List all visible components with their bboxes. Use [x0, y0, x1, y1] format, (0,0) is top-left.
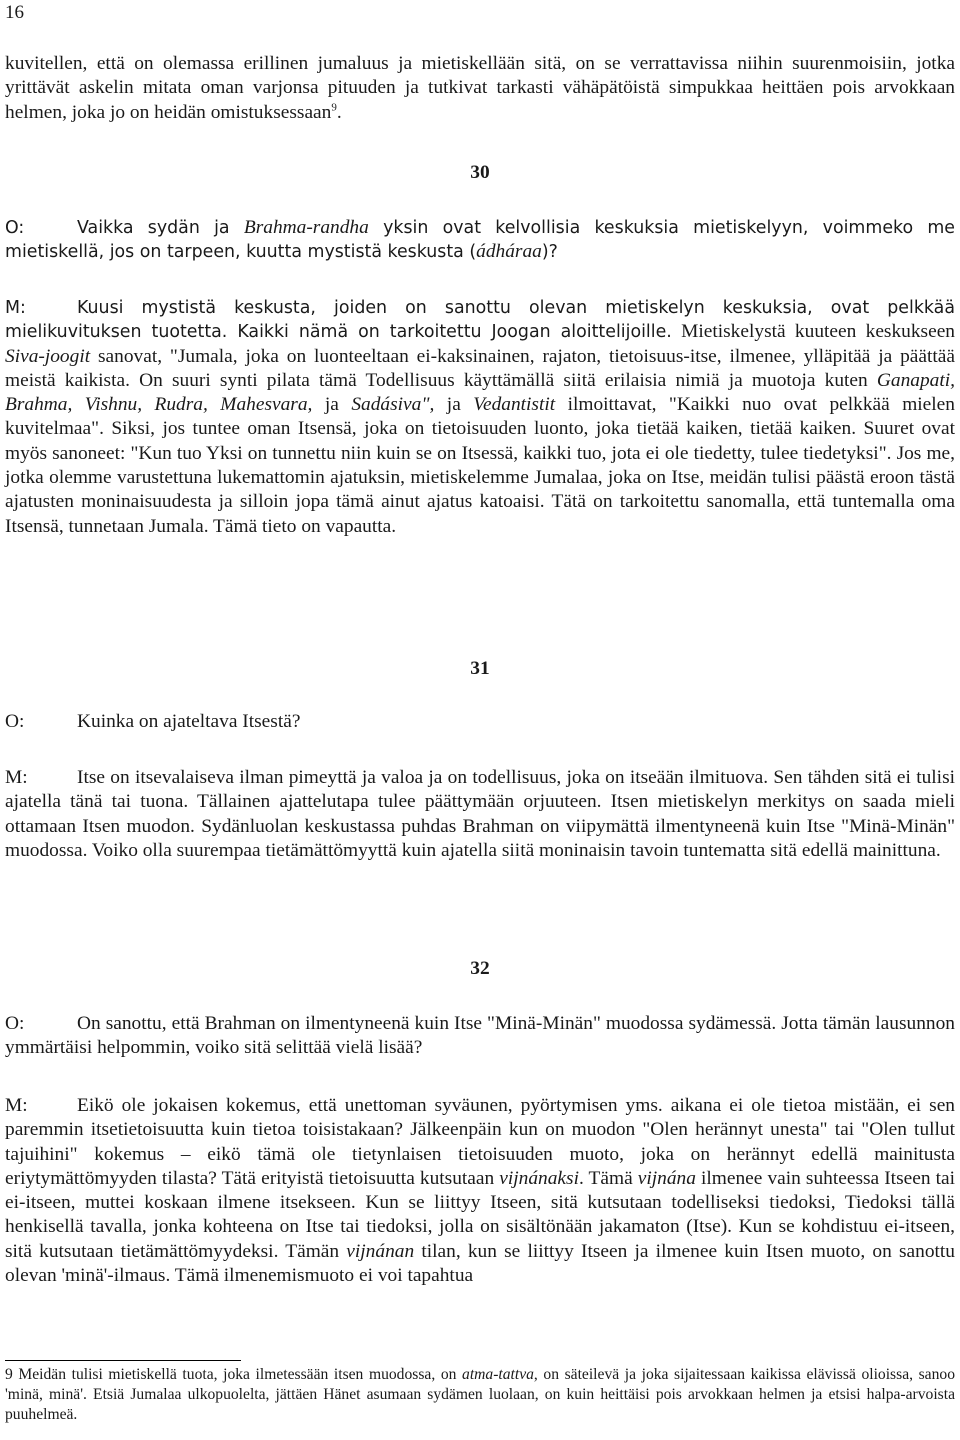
question-30: O: Vaikka sydän ja Brahma-randha yksin ovat kelvollisia keskuksia mietiskelyyn, voimmeko me mietiskellä, jos on tarpeen, kuutta mystistä keskusta (ádháraa)? [5, 217, 956, 263]
footnote-number: 9 [5, 1366, 13, 1383]
page-number: 16 [5, 2, 24, 23]
question-label: O: [5, 1013, 25, 1034]
answer-31: M: Itse on itsevalaiseva ilman pimeyttä ja valoa ja on todellisuus, joka on itseään ilmituova. Sen tähden sitä ei tulisi ajatella tänä tai tuona. Tällainen ajattelutapa tulee päättymään orjuuteen. Itsen mietiskelyn merkitys on saada mieli ottamaan Itsen muodon. Sydänluolan keskustassa puhdas Brahman on viipymättä ilmentyneenä kuin Itse "Minä-Minän" muodossa. Voiko olla suurempaa tietämättömyyttä kuin ajatella siitä moninaisin tavoin tuntematta sitä edellä mainittuna. [5, 767, 955, 861]
question-32: O: On sanottu, että Brahman on ilmentyneenä kuin Itse "Minä-Minän" muodossa sydämessä. Jotta tämän lausunnon ymmärtäisi helpommin, voiko sitä selittää vielä lisää? [5, 1013, 955, 1059]
question-31: O: Kuinka on ajateltava Itsestä? [5, 710, 955, 734]
question-label: O: [5, 711, 25, 732]
footnote-divider [5, 1360, 241, 1361]
section-number-30: 30 [470, 162, 490, 183]
answer-label: M: [5, 767, 28, 788]
question-label: O: [5, 218, 25, 238]
answer-label: M: [5, 1095, 28, 1116]
intro-paragraph: kuvitellen, että on olemassa erillinen jumaluus ja mietiskellään sitä, on se verrattavissa niihin suurenmoisiin, jotka yrittävät askelin mitata oman varjonsa pituuden ja tutkivat tarkasti vähäpätöistä simpukkaa heittäen pois arvokkaan helmen, joka jo on heidän omistuksessaan$^9$. [5, 53, 955, 123]
intro-text: kuvitellen, että on olemassa erillinen jumaluus ja mietiskellään sitä, on se verrattavissa niihin suurenmoisiin, jotka yrittävät askelin mitata oman varjonsa pituuden ja tutkivat tarkasti vähäpätöistä simpukkaa heittäen pois arvokkaan helmen, joka jo on heidän omistuksessaan [5, 53, 955, 123]
section-number-32: 32 [470, 958, 490, 979]
answer-32: M: Eikö ole jokaisen kokemus, että unettoman syväunen, pyörtymisen yms. aikana ei ole tietoa mistään, ei sen paremmin itsetietoisuutta kuin tietoa toisistakaan? Jälkeenpäin kun on muodon "Olen herännyt unesta" tai "Olen tullut tajuihini" kokemus – eikö tämä ole tietynlaisen tietoisuuden muoto, joka on herännyt edellä mainitusta eriytymättömyyden tilasta? Tätä erityistä tietoisuutta kutsutaan vijnánaksi. Tämä vijnána ilmenee vain suhteessa Itseen tai ei-itseen, muttei koskaan ilmene itsekseen. Kun se liittyy Itseen, sitä kutsutaan todelliseksi tiedoksi, Tiedoksi tällä henkisellä tavalla, jonka kohteena on Itse tai tiedoksi, jolla on sisältönään jakamaton (Itse). Kun se kohdistuu ei-itseen, sitä kutsutaan tietämättömyydeksi. Tämän vijnánan tilan, kun se liittyy Itseen ja ilmenee kuin Itsen muoto, on sanottu olevan 'minä'-ilmaus. Tämä ilmenemismuoto ei voi tapahtua [5, 1095, 956, 1287]
footnote: 9 Meidän tulisi mietiskellä tuota, joka ilmetessään itsen muodossa, on atma-tattva, on säteilevä ja joka sijaitessaan kaikissa elävissä olioissa, sanoo 'minä, minä'. Etsiä Jumalaa ulkopuolelta, jättäen Hänet asumaan sydämen luolaan, on kuin heittäisi pois arvokkaan helmen ja etsisi halpa-arvoista puuhelmeä. [5, 1366, 955, 1423]
section-number-31: 31 [470, 658, 490, 679]
footnote-ref: 9 [331, 101, 337, 114]
answer-30: M: Kuusi mystistä keskusta, joiden on sanottu olevan mietiskelyn keskuksia, ovat pelkkää mielikuvituksen tuotetta. Kaikki nämä on tarkoitettu Joogan aloittelijoille. Mietiskelystä kuuteen keskukseen Siva-joogit sanovat, "Jumala, joka on luonteeltaan ei-kaksinainen, rajaton, tietoisuus-itse, ilmenee, ylläpitää ja päättää meistä kaikista. On suuri synti pilata tämä Todellisuus käyttämällä siitä erilaisia nimiä ja muotoja kuten Ganapati, Brahma, Vishnu, Rudra, Mahesvara, ja Sadásiva", ja Vedantistit ilmoittavat, "Kaikki nuo ovat pelkkää mielen kuvitelmaa". Siksi, jos tuntee oman Itsensä, joka on tietoisuuden luonto, joka tietää kaiken, tietää kaiken. Suuret ovat myös sanoneet: "Kun tuo Yksi on tunnettu niin kuin se on Itsessä, kaikki tuo, jota ei ole tiedetty, tulee tiedetyksi". Jos me, jotka olemme varustettuna lukemattomin ajatuksin, mietiskelemme Jumalaa, joka on Itse, meidän tulisi päästä eroon tästä ajatusten moninaisuudesta ja silloin jopa tämä ainut ajatus katoaisi. Tätä on tarkoitettu sanomalla, että tuntemalla oma Itsensä, tunnetaan Jumala. Tämä tieto on vapautta. [5, 298, 956, 537]
answer-label: M: [5, 298, 26, 318]
